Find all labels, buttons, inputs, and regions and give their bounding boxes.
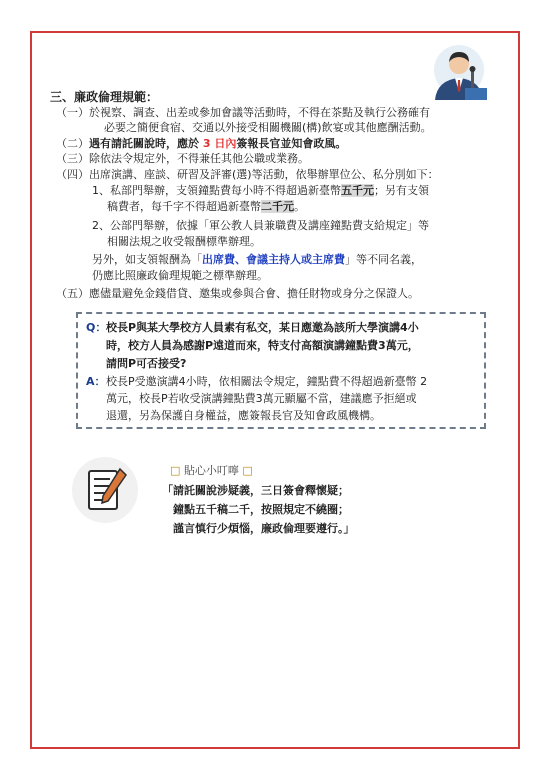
sub-item: 1、私部門舉辦，支領鐘點費每小時不得超過新臺幣五千元；另有支領 — [92, 184, 429, 197]
question-label: Q： — [86, 321, 107, 334]
item-number: （一） — [56, 106, 89, 119]
fee-type-highlight: 出席費、會議主持人或主席費 — [202, 253, 345, 266]
tips-line: 「請託關說涉疑義，三日簽會釋懷疑； — [162, 484, 349, 497]
sub-item: 稿費者，每千字不得超過新臺幣二千元。 — [107, 200, 305, 213]
item-text: 遇有請託關說時，應於 3 日內簽報長官並知會政風。 — [89, 137, 347, 150]
item-text: 出席演講、座談、研習及評審(選)等活動，依舉辦單位公、私分別如下： — [89, 168, 439, 181]
section-title: 三、廉政倫理規範： — [50, 90, 159, 104]
answer-line: 退還，另為保護自身權益，應簽報長官及知會政風機構。 — [106, 409, 381, 422]
answer-line: 萬元，校長P若收受演講鐘點費3萬元顯屬不當，建議應予拒絕或 — [106, 392, 417, 405]
tips-header — [170, 464, 253, 478]
sub-item: 相關法規之收受報酬標準辦理。 — [107, 235, 261, 248]
tips-line: 鐘點五千稿二千，按照規定不繞圈； — [173, 503, 349, 516]
answer-label: A： — [86, 375, 106, 388]
box-icon: □ — [242, 464, 253, 477]
answer-line: 校長P受邀演講4小時，依相關法令規定，鐘點費不得超過新臺幣 2 — [106, 375, 428, 388]
sub-item: 2、公部門舉辦，依據「軍公教人員兼職費及講座鐘點費支給規定」等 — [92, 219, 429, 232]
question-line: 校長P與某大學校方人員素有私交，某日應邀為該所大學演講4小 — [106, 321, 419, 334]
question-line: 請問P可否接受? — [106, 357, 187, 370]
tips-title: 貼心小叮嚀 — [183, 464, 239, 477]
item-number: （五） — [56, 287, 89, 300]
item-number: （四） — [56, 168, 89, 181]
item-text: 必要之簡便食宿、交通以外接受相關機關(構)飲宴或其他應酬活動。 — [104, 121, 432, 134]
item-number: （三） — [56, 152, 89, 165]
notepad-pen-icon — [70, 455, 140, 525]
note-text: 仍應比照廉政倫理規範之標準辦理。 — [92, 269, 268, 282]
deadline-highlight: 3 日內 — [202, 137, 237, 150]
item-text: 除依法令規定外，不得兼任其他公職或業務。 — [89, 152, 309, 165]
speaker-illustration — [425, 40, 493, 100]
question-line: 時，校方人員為感謝P遠道而來，特支付高額演講鐘點費3萬元， — [106, 339, 419, 352]
item-number: （二） — [56, 137, 89, 150]
box-icon: □ — [170, 464, 181, 477]
item-text: 應儘量避免金錢借貸、邀集或參與合會、擔任財物或身分之保證人。 — [89, 287, 419, 300]
item-text: 於視察、調查、出差或參加會議等活動時，不得在茶點及執行公務確有 — [89, 106, 430, 119]
note-text: 另外，如支領報酬為「出席費、會議主持人或主席費」等不同名義， — [92, 253, 422, 266]
tips-line: 謹言慎行少煩惱，廉政倫理要遵行。」 — [173, 522, 355, 535]
